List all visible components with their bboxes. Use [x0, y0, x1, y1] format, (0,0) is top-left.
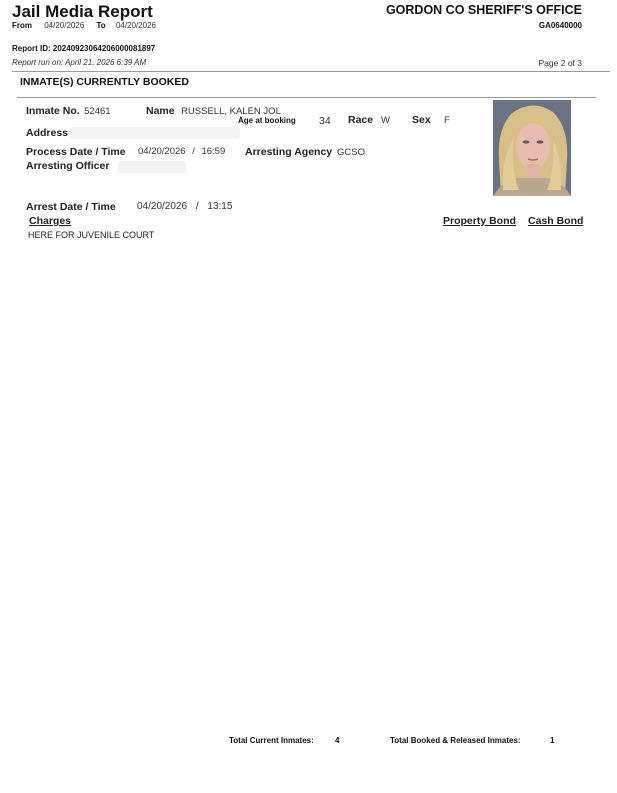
sex-value: F — [444, 115, 450, 126]
arresting-officer-redacted — [118, 161, 186, 173]
arresting-agency-label: Arresting Agency — [245, 146, 333, 158]
mugshot-photo — [493, 100, 571, 196]
process-label: Process Date / Time — [26, 146, 126, 158]
report-id — [12, 44, 155, 53]
name-label: Name — [146, 105, 175, 117]
sex-label: Sex — [412, 114, 431, 126]
header-divider — [12, 71, 610, 72]
process-separator: / — [192, 146, 195, 157]
inmate-number — [26, 101, 111, 119]
charge-row: HERE FOR JUVENILE COURT — [28, 230, 155, 240]
race-label: Race — [348, 114, 374, 126]
age-label: Age at booking — [238, 116, 296, 125]
property-bond-header: Property Bond — [443, 215, 516, 227]
cash-bond-header: Cash Bond — [528, 215, 584, 227]
run-on-value: April 21, 2026 6:39 AM — [65, 58, 147, 67]
to-label: To — [96, 21, 106, 30]
arrest-date: 04/20/2026 — [137, 201, 188, 212]
arrest-separator: / — [195, 201, 199, 212]
arrest-datetime — [137, 201, 232, 212]
mugshot-icon — [493, 100, 571, 196]
from-label: From — [12, 21, 32, 30]
process-date: 04/20/2026 — [138, 146, 186, 157]
section-title: INMATE(S) CURRENTLY BOOKED — [20, 76, 189, 88]
total-current-value: 4 — [335, 736, 340, 745]
process-datetime — [138, 146, 225, 157]
name-value: RUSSELL, KALEN JOL — [181, 106, 281, 117]
inmate-no-label: Inmate No. — [26, 105, 80, 117]
section-divider — [17, 97, 596, 98]
inmate-no-value: 52461 — [84, 106, 111, 117]
date-range — [12, 21, 156, 30]
total-current-label: Total Current Inmates: — [229, 736, 314, 745]
report-title: Jail Media Report — [12, 2, 153, 21]
race-value: W — [381, 115, 390, 126]
age-value: 34 — [319, 115, 331, 127]
agency-ori: GA0640000 — [538, 21, 582, 30]
arresting-agency-value: GCSO — [337, 147, 365, 158]
arresting-officer-label: Arresting Officer — [26, 160, 110, 172]
arrest-label: Arrest Date / Time — [26, 201, 116, 213]
page-indicator: Page 2 of 3 — [538, 58, 582, 68]
agency-name: GORDON CO SHERIFF'S OFFICE — [385, 3, 582, 17]
from-date: 04/20/2026 — [44, 21, 85, 30]
report-run-on — [12, 58, 146, 67]
to-date: 04/20/2026 — [115, 21, 156, 30]
total-released-value: 1 — [550, 736, 555, 745]
run-on-label: Report run on: — [12, 58, 64, 67]
address-redacted — [70, 127, 240, 139]
process-time: 16:59 — [201, 146, 226, 157]
report-id-value: 20240923064206000081897 — [52, 44, 156, 53]
address-label: Address — [26, 127, 69, 139]
total-released-label: Total Booked & Released Inmates: — [390, 736, 521, 745]
charges-header: Charges — [29, 215, 72, 227]
report-id-label: Report ID: — [12, 44, 51, 53]
arrest-time: 13:15 — [207, 201, 233, 212]
